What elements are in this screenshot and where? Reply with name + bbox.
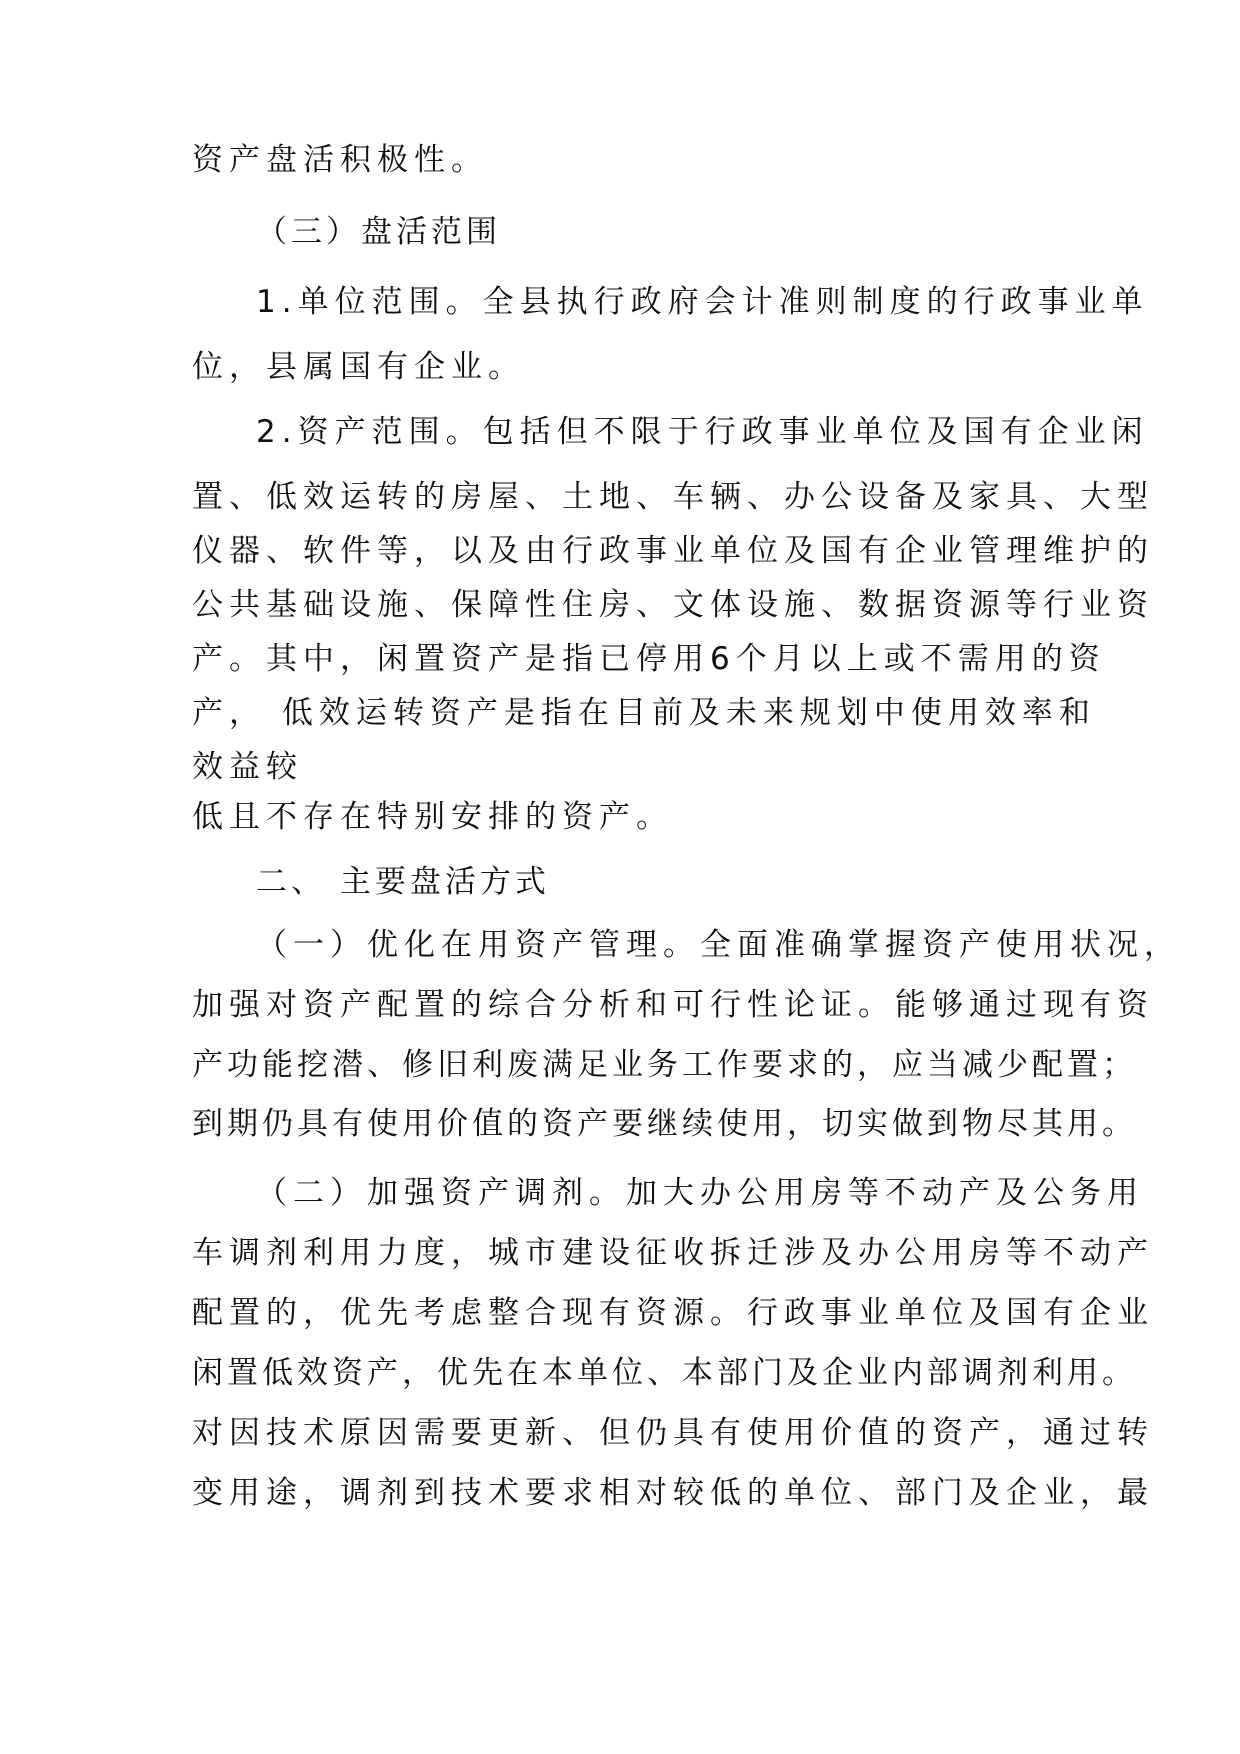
text-line: 1.单位范围。全县执行政府会计准则制度的行政事业单 (256, 284, 1149, 320)
text-line: 2.资产范围。包括但不限于行政事业单位及国有企业闲 (256, 414, 1149, 450)
text-line: 变用途，调剂到技术要求相对较低的单位、部门及企业，最 (192, 1475, 1154, 1511)
text-line: （二）加强资产调剂。加大办公用房等不动产及公务用 (256, 1175, 1144, 1211)
text-line: （一）优化在用资产管理。全面准确掌握资产使用状况， (256, 927, 1181, 963)
text-line: 产。其中，闲置资产是指已停用6个月以上或不需用的资 (192, 641, 1106, 677)
text-line: 资产盘活积极性。 (192, 142, 488, 178)
text-line: 加强对资产配置的综合分析和可行性论证。能够通过现有资 (192, 987, 1154, 1023)
section-heading: （三）盘活范围 (256, 214, 501, 250)
text-line: 仪器、软件等，以及由行政事业单位及国有企业管理维护的 (192, 533, 1154, 569)
text-line: 配置的，优先考虑整合现有资源。行政事业单位及国有企业 (192, 1295, 1154, 1331)
text-line: 公共基础设施、保障性住房、文体设施、数据资源等行业资 (192, 587, 1154, 623)
text-line: 到期仍具有使用价值的资产要继续使用，切实做到物尽其用。 (192, 1106, 1137, 1142)
text-line: 位，县属国有企业。 (192, 349, 525, 385)
section-heading: 二、 主要盘活方式 (256, 864, 550, 900)
text-line: 产功能挖潜、修旧利废满足业务工作要求的，应当减少配置； (192, 1047, 1137, 1083)
text-line: 效益较 (192, 749, 303, 785)
text-line: 低且不存在特别安排的资产。 (192, 799, 673, 835)
text-line: 置、低效运转的房屋、土地、车辆、办公设备及家具、大型 (192, 479, 1154, 515)
text-line: 闲置低效资产，优先在本单位、本部门及企业内部调剂利用。 (192, 1355, 1137, 1391)
text-line: 产， 低效运转资产是指在目前及未来规划中使用效率和 (192, 695, 1096, 731)
text-line: 对因技术原因需要更新、但仍具有使用价值的资产，通过转 (192, 1415, 1154, 1451)
text-line: 车调剂利用力度，城市建设征收拆迁涉及办公用房等不动产 (192, 1235, 1154, 1271)
